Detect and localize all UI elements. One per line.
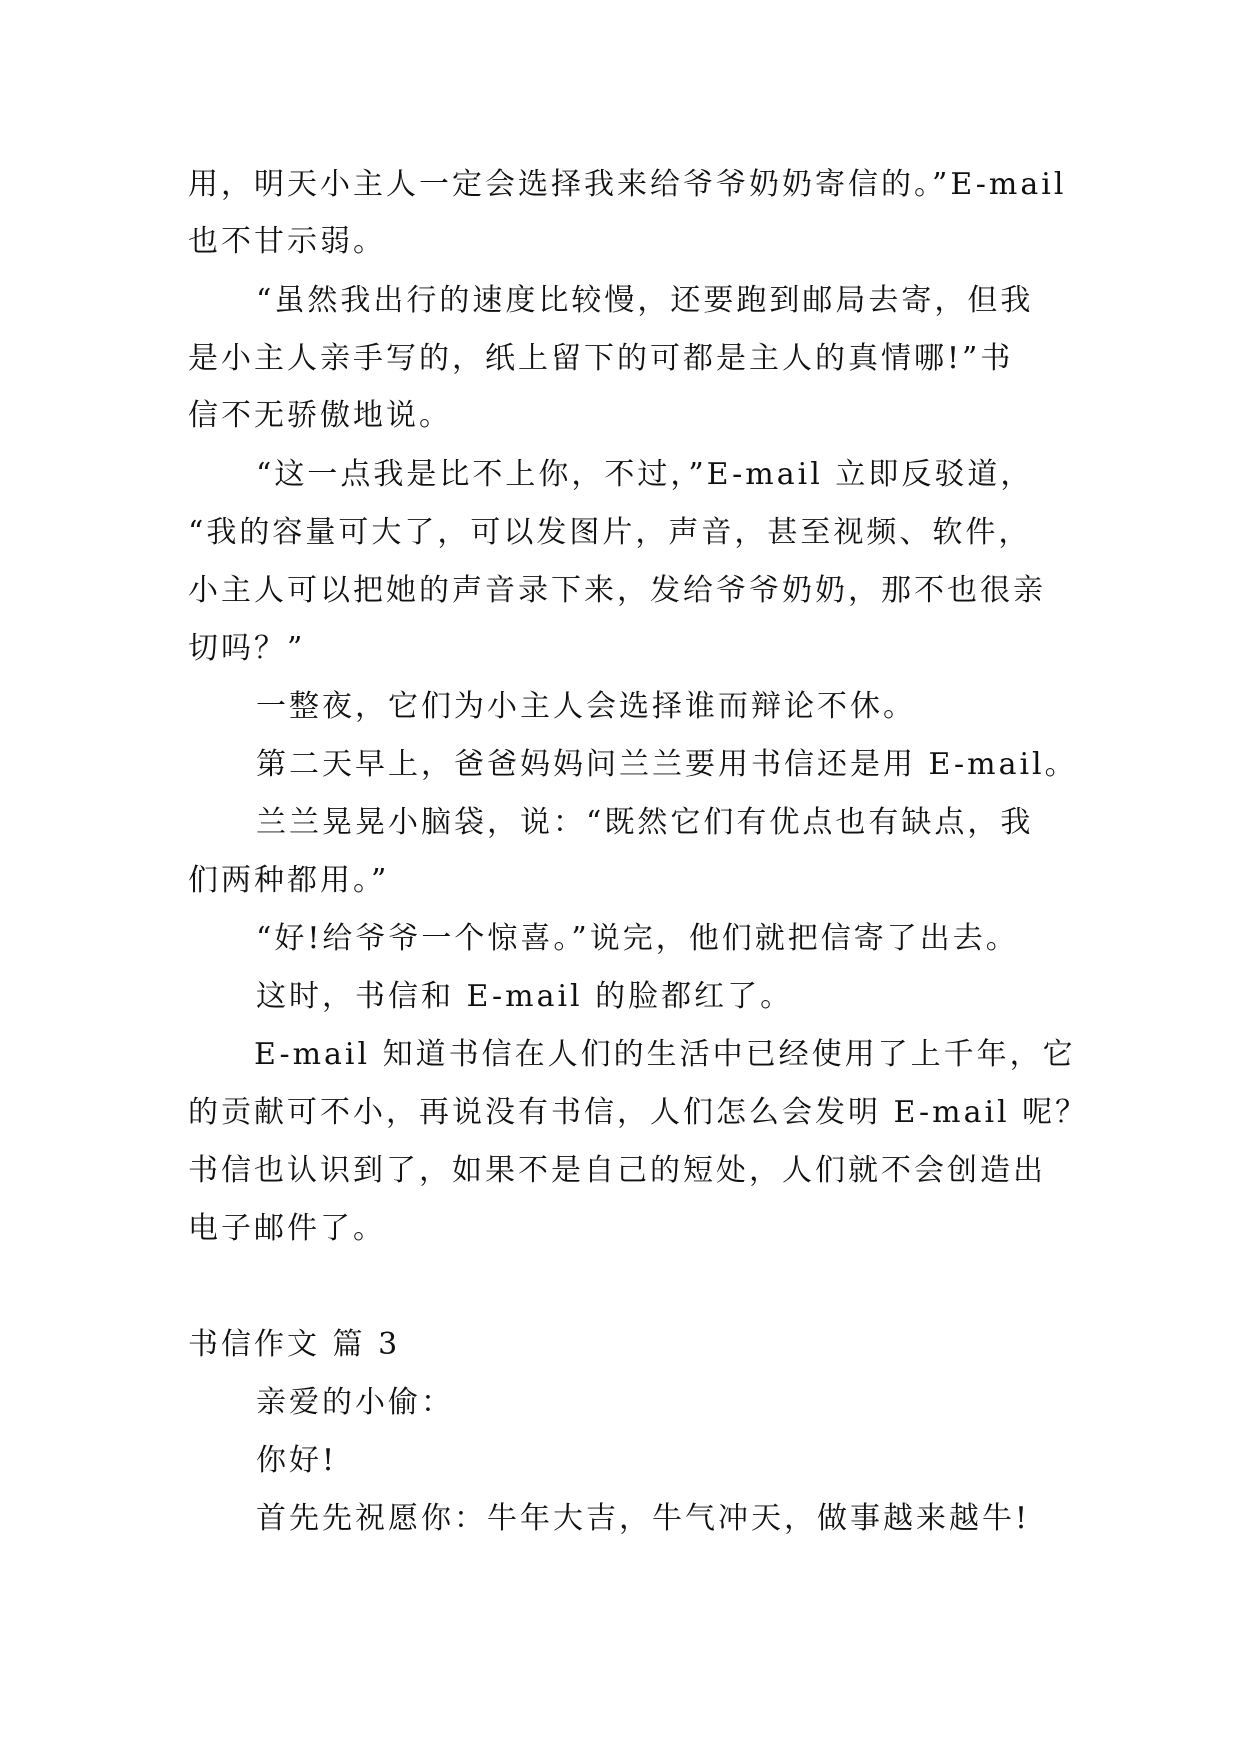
greeting-line: 你好! [256, 1443, 338, 1478]
paragraph-line: 这时，书信和 E-mail 的脸都红了。 [256, 979, 794, 1014]
text-line: 们两种都用。” [188, 863, 390, 898]
text-line: 切吗？” [188, 631, 306, 666]
text-line: 电子邮件了。 [188, 1211, 386, 1246]
section-heading: 书信作文 篇 3 [188, 1327, 401, 1362]
text-line: 是小主人亲手写的，纸上留下的可都是主人的真情哪!”书 [188, 341, 1014, 376]
paragraph-line: 一整夜，它们为小主人会选择谁而辩论不休。 [256, 689, 916, 724]
paragraph-line: 第二天早上，爸爸妈妈问兰兰要用书信还是用 E-mail。 [256, 747, 1078, 782]
paragraph-line: “好!给爷爷一个惊喜。”说完，他们就把信寄了出去。 [256, 921, 1019, 956]
paragraph-start-line: 兰兰晃晃小脑袋，说：“既然它们有优点也有缺点，我 [256, 805, 1034, 840]
salutation-line: 亲爱的小偷： [256, 1385, 454, 1420]
text-line: 信不无骄傲地说。 [188, 398, 452, 433]
text-line: 书信也认识到了，如果不是自己的短处，人们就不会创造出 [188, 1153, 1046, 1188]
paragraph-start-line: E-mail 知道书信在人们的生活中已经使用了上千年，它 [254, 1037, 1076, 1072]
text-line: 也不甘示弱。 [188, 224, 386, 259]
text-line: 的贡献可不小，再说没有书信，人们怎么会发明 E-mail 呢？ [188, 1095, 1089, 1130]
text-line: “我的容量可大了，可以发图片，声音，甚至视频、软件， [188, 515, 1032, 550]
paragraph-line: 首先先祝愿你：牛年大吉，牛气冲天，做事越来越牛! [256, 1501, 1031, 1536]
text-line: 用，明天小主人一定会选择我来给爷爷奶奶寄信的。”E-mail [188, 167, 1067, 202]
paragraph-start-line: “这一点我是比不上你，不过，”E-mail 立即反驳道， [256, 457, 1034, 492]
paragraph-start-line: “虽然我出行的速度比较慢，还要跑到邮局去寄，但我 [256, 283, 1034, 318]
text-line: 小主人可以把她的声音录下来，发给爷爷奶奶，那不也很亲 [188, 573, 1046, 608]
